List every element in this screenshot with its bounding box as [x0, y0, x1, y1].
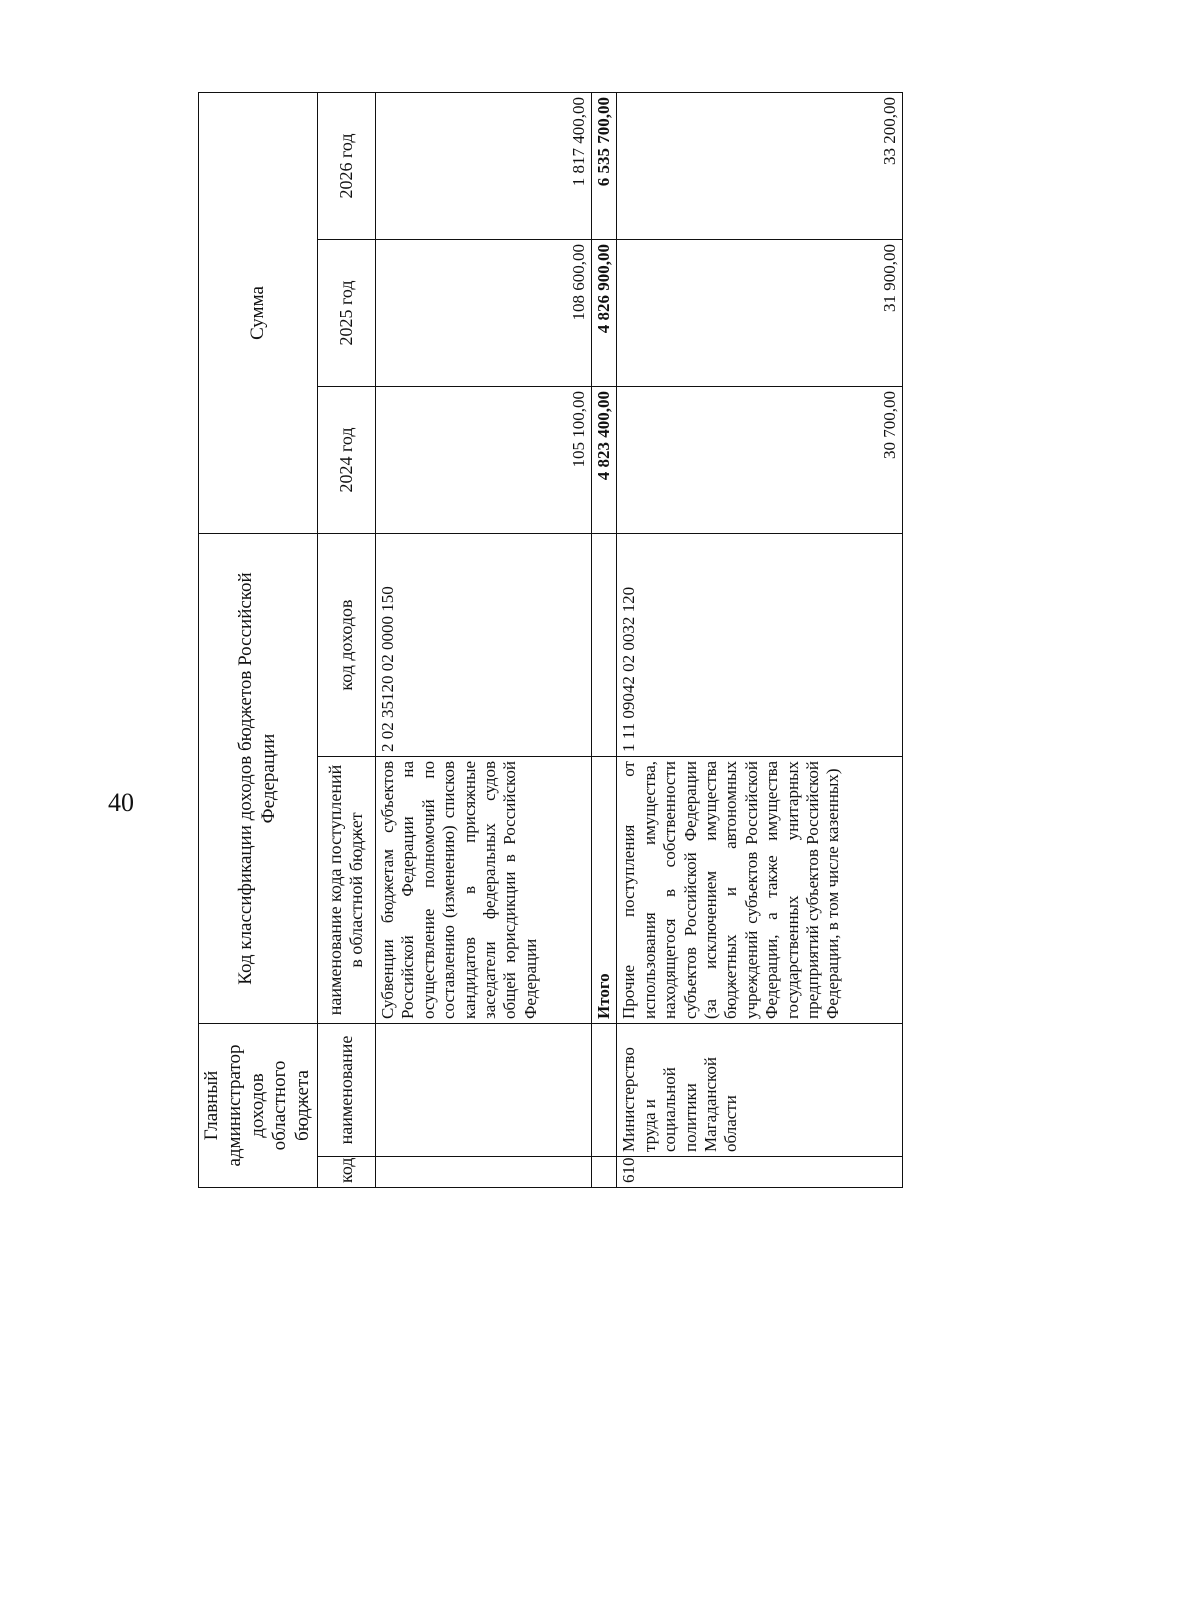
header-classification-code: Код классификации доходов бюджетов Российской Федерации: [199, 534, 318, 1024]
amount-2024-cell: 105 100,00: [375, 387, 591, 534]
income-name-cell: Субвенции бюджетам субъектов Российской Федерации на осуществление полномочий по составлению (изменению) списков кандидатов в присяжные заседатели федеральных судов общей юрисдикции в Российской Федерации: [375, 757, 591, 1024]
admin-name-cell: [591, 1024, 616, 1157]
amount-2025-cell: 108 600,00: [375, 240, 591, 387]
header-year-2024: 2024 год: [317, 387, 375, 534]
total-2026-cell: 6 535 700,00: [591, 93, 616, 240]
admin-name-cell: Министерство труда и социальной политики Магаданской области: [617, 1024, 903, 1157]
table-row: [617, 93, 903, 1188]
amount-2026-cell: 1 817 400,00: [375, 93, 591, 240]
income-code-cell: [591, 534, 616, 757]
table-row: [375, 93, 591, 1188]
page-number: 40: [108, 788, 134, 817]
total-row: [591, 93, 616, 1188]
header-code: код: [317, 1157, 375, 1188]
header-year-2026: 2026 год: [317, 93, 375, 240]
income-code-cell: 1 11 09042 02 0032 120: [617, 534, 903, 757]
total-2024-cell: 4 823 400,00: [591, 387, 616, 534]
header-income-code: код доходов: [317, 534, 375, 757]
admin-name-cell: [375, 1024, 591, 1157]
amount-2026-cell: 33 200,00: [617, 93, 903, 240]
header-income-name: наименование кода поступлений в областной бюджет: [317, 757, 375, 1024]
income-name-cell: Прочие поступления от использования имущества, находящегося в собственности субъектов Российской Федерации (за исключением имущества бюджетных и автономных учреждений субъектов Российской Федерации, а также имущества государственных унитарных предприятий субъектов Российской Федерации, в том числе казенных): [617, 757, 903, 1024]
total-label: Итого: [591, 757, 616, 1024]
total-2025-cell: 4 826 900,00: [591, 240, 616, 387]
admin-code-cell: [591, 1157, 616, 1188]
income-code-cell: 2 02 35120 02 0000 150: [375, 534, 591, 757]
amount-2024-cell: 30 700,00: [617, 387, 903, 534]
admin-code-cell: [375, 1157, 591, 1188]
budget-revenue-table: [198, 92, 903, 1188]
header-year-2025: 2025 год: [317, 240, 375, 387]
header-name: наименование: [317, 1024, 375, 1157]
rotated-table-frame: [198, 93, 899, 1188]
admin-code-cell: 610: [617, 1157, 903, 1188]
header-main-administrator: Главный администратор доходов областного бюджета: [199, 1024, 318, 1188]
amount-2025-cell: 31 900,00: [617, 240, 903, 387]
header-sum: Сумма: [199, 93, 318, 534]
